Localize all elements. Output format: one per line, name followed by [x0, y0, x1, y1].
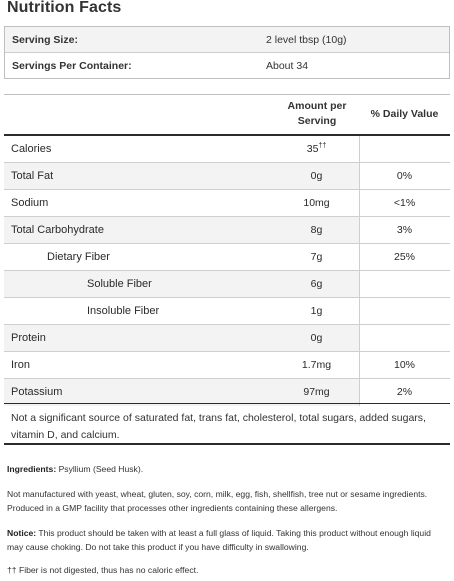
- nutrient-row: [4, 298, 450, 325]
- column-divider: [359, 271, 360, 297]
- nutrient-name: Iron: [11, 359, 30, 371]
- nutrient-row: [4, 163, 450, 190]
- nutrient-daily-value: 10%: [393, 359, 415, 371]
- nutrient-row: [4, 217, 450, 244]
- notice-label: Notice:: [7, 528, 37, 538]
- nutrient-name: Potassium: [11, 386, 63, 398]
- nutrient-daily-value: <1%: [393, 197, 416, 209]
- nutrient-amount-value: 10mg: [303, 197, 330, 209]
- servings-per-container-label: Servings Per Container:: [12, 60, 132, 72]
- page-title: Nutrition Facts: [7, 0, 122, 16]
- nutrient-amount: [274, 224, 359, 236]
- column-divider: [359, 136, 360, 162]
- amount-footnote-mark: ††: [318, 142, 327, 150]
- nutrient-amount-value: 7g: [310, 251, 323, 263]
- nutrient-row: [4, 244, 450, 271]
- column-divider: [359, 298, 360, 324]
- nutrient-name: Total Carbohydrate: [11, 224, 104, 236]
- nutrient-amount-value: 8g: [310, 224, 323, 236]
- table-top-border: [4, 94, 450, 95]
- nutrient-name: Dietary Fiber: [47, 251, 110, 263]
- nutrient-daily-value: 2%: [396, 386, 413, 398]
- nutrient-row: [4, 136, 450, 163]
- serving-size-label: Serving Size:: [12, 34, 78, 46]
- nutrient-row: [4, 271, 450, 298]
- nutrient-rows: [4, 136, 450, 406]
- nutrient-amount: [274, 278, 359, 290]
- ingredients-label: Ingredients:: [7, 464, 57, 474]
- allergen-note: Not manufactured with yeast, wheat, gluten, soy, corn, milk, egg, fish, shellfish, tree nut or sesame ingredients. Produced in a GMP facility that processes other ingredients containing these allergens.: [7, 489, 428, 513]
- nutrient-amount: [274, 143, 359, 155]
- nutrient-row: [4, 190, 450, 217]
- table-footnote: Not a significant source of saturated fat, trans fat, cholesterol, total sugars, added sugars, vitamin D, and calcium.: [4, 403, 450, 445]
- fiber-footnote: †† Fiber is not digested, thus has no caloric effect.: [7, 565, 199, 575]
- nutrient-amount: [274, 251, 359, 263]
- serving-info-panel: [4, 26, 450, 79]
- ingredients-note: [7, 463, 447, 477]
- nutrient-amount-value: 97mg: [303, 386, 330, 398]
- nutrient-daily-value: 3%: [396, 224, 413, 236]
- header-daily-value: % Daily Value: [370, 108, 439, 120]
- nutrient-amount: [274, 359, 359, 371]
- header-amount-line1: Amount per: [287, 100, 347, 112]
- nutrient-daily-value: 25%: [393, 251, 415, 263]
- nutrient-amount-value: 6g: [310, 278, 323, 290]
- nutrient-name: Soluble Fiber: [87, 278, 152, 290]
- notice-note: [7, 527, 447, 554]
- notice-text: This product should be taken with at least a full glass of liquid. Taking this product without enough liquid may cause choking. Do not take this product if you have difficulty in swallowing.: [7, 528, 431, 552]
- nutrient-amount-value: 1g: [310, 305, 323, 317]
- column-divider: [359, 325, 360, 351]
- nutrient-name: Calories: [11, 143, 52, 155]
- nutrient-amount-value: 1.7mg: [301, 359, 332, 371]
- servings-per-container-value: About 34: [266, 60, 309, 72]
- nutrient-row: [4, 379, 450, 406]
- nutrient-amount-value: 0g: [310, 170, 323, 182]
- serving-size-value: 2 level tbsp (10g): [266, 34, 347, 46]
- header-amount-per-serving: [287, 99, 347, 129]
- nutrient-amount-value: 0g: [310, 332, 323, 344]
- nutrient-name: Insoluble Fiber: [87, 305, 160, 317]
- nutrient-amount: [274, 197, 359, 209]
- nutrient-amount: [274, 305, 359, 317]
- nutrition-table: [4, 94, 450, 447]
- nutrient-row: [4, 325, 450, 352]
- ingredients-text: Psyllium (Seed Husk).: [56, 464, 144, 474]
- nutrient-daily-value: 0%: [396, 170, 413, 182]
- header-amount-line2: Serving: [297, 115, 337, 127]
- servings-per-container-row: [5, 53, 449, 79]
- nutrient-amount-value: 35: [306, 143, 319, 155]
- nutrient-name: Sodium: [11, 197, 49, 209]
- nutrient-amount: [274, 332, 359, 344]
- nutrient-name: Protein: [11, 332, 46, 344]
- nutrient-name: Total Fat: [11, 170, 54, 182]
- nutrient-amount: [274, 170, 359, 182]
- serving-size-row: [5, 27, 449, 53]
- nutrient-row: [4, 352, 450, 379]
- nutrient-amount: [274, 386, 359, 398]
